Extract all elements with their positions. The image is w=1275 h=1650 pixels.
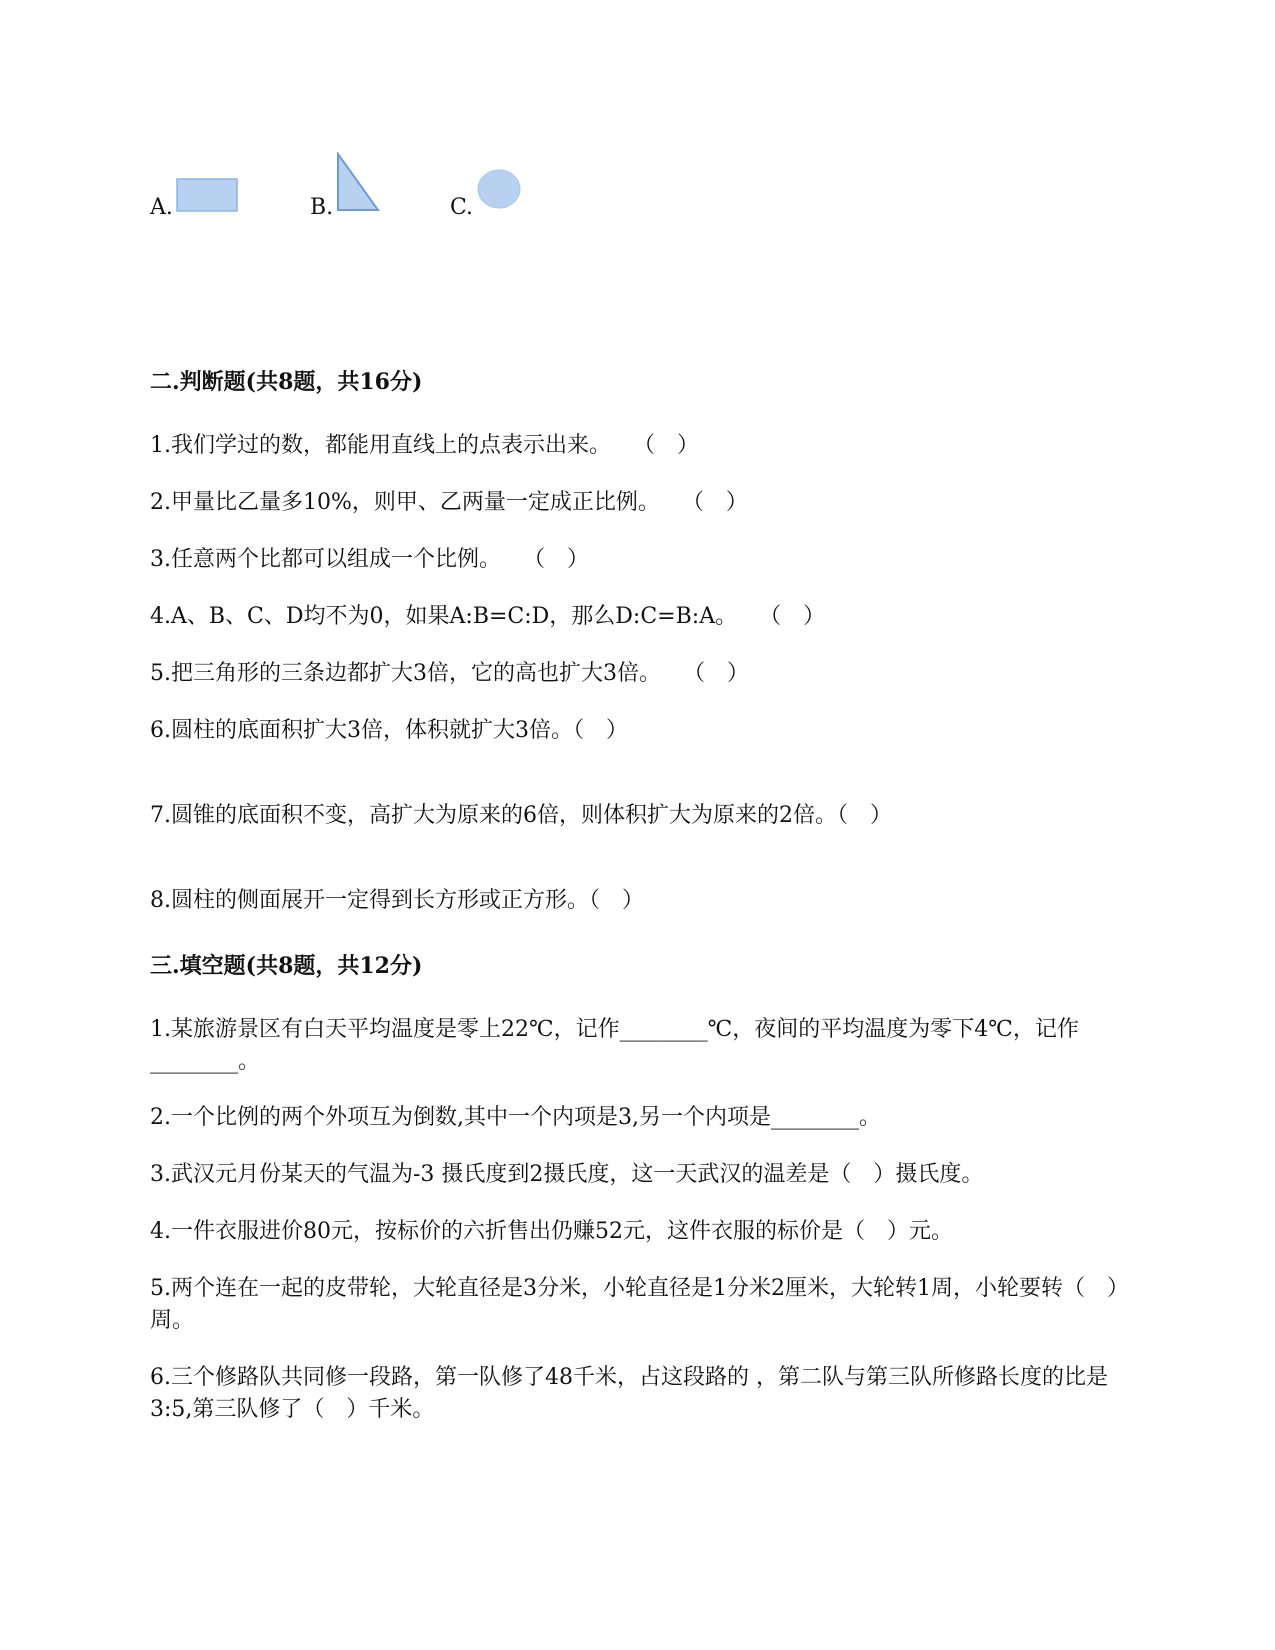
fill-question-4: 4.一件衣服进价80元，按标价的六折售出仍赚52元，这件衣服的标价是（ ）元。 bbox=[150, 1219, 953, 1244]
section-2-title: 二.判断题(共8题，共16分) bbox=[150, 369, 423, 395]
fill-question-5: 5.两个连在一起的皮带轮，大轮直径是3分米，小轮直径是1分米2厘米，大轮转1周，小轮要转（ ）周。 bbox=[150, 1276, 1129, 1333]
fill-question-2: 2.一个比例的两个外项互为倒数,其中一个内项是3,另一个内项是________。 bbox=[150, 1105, 881, 1130]
section-3-title: 三.填空题(共8题，共12分) bbox=[150, 953, 423, 979]
judge-question-7: 7.圆锥的底面积不变，高扩大为原来的6倍，则体积扩大为原来的2倍。（ ） bbox=[150, 803, 892, 828]
judge-question-3: 3.任意两个比都可以组成一个比例。 （ ） bbox=[150, 547, 589, 572]
judge-question-8: 8.圆柱的侧面展开一定得到长方形或正方形。（ ） bbox=[150, 888, 644, 913]
judge-question-5: 5.把三角形的三条边都扩大3倍，它的高也扩大3倍。 （ ） bbox=[150, 661, 749, 686]
option-a-label: A. bbox=[150, 195, 173, 220]
fill-question-1: 1.某旅游景区有白天平均温度是零上22℃，记作________℃，夜间的平均温度为零下4℃，记作________。 bbox=[150, 1017, 1079, 1074]
circle-shape-icon bbox=[476, 168, 524, 212]
fill-question-6: 6.三个修路队共同修一段路，第一队修了48千米，占这段路的 ，第二队与第三队所修路长度的比是3:5,第三队修了（ ）千米。 bbox=[150, 1365, 1108, 1422]
fill-question-3: 3.武汉元月份某天的气温为-3 摄氏度到2摄氏度，这一天武汉的温差是（ ）摄氏度。 bbox=[150, 1162, 984, 1187]
rectangle-shape-icon bbox=[176, 178, 238, 214]
right-triangle-shape-icon bbox=[336, 152, 382, 214]
option-c-label: C. bbox=[450, 195, 474, 220]
judge-question-1: 1.我们学过的数，都能用直线上的点表示出来。 （ ） bbox=[150, 433, 699, 458]
judge-question-4: 4.A、B、C、D均不为0，如果A:B=C:D，那么D:C=B:A。 （ ） bbox=[150, 604, 826, 629]
judge-question-2: 2.甲量比乙量多10%，则甲、乙两量一定成正比例。 （ ） bbox=[150, 490, 748, 515]
judge-question-6: 6.圆柱的底面积扩大3倍，体积就扩大3倍。（ ） bbox=[150, 718, 628, 743]
option-b-label: B. bbox=[310, 195, 334, 220]
